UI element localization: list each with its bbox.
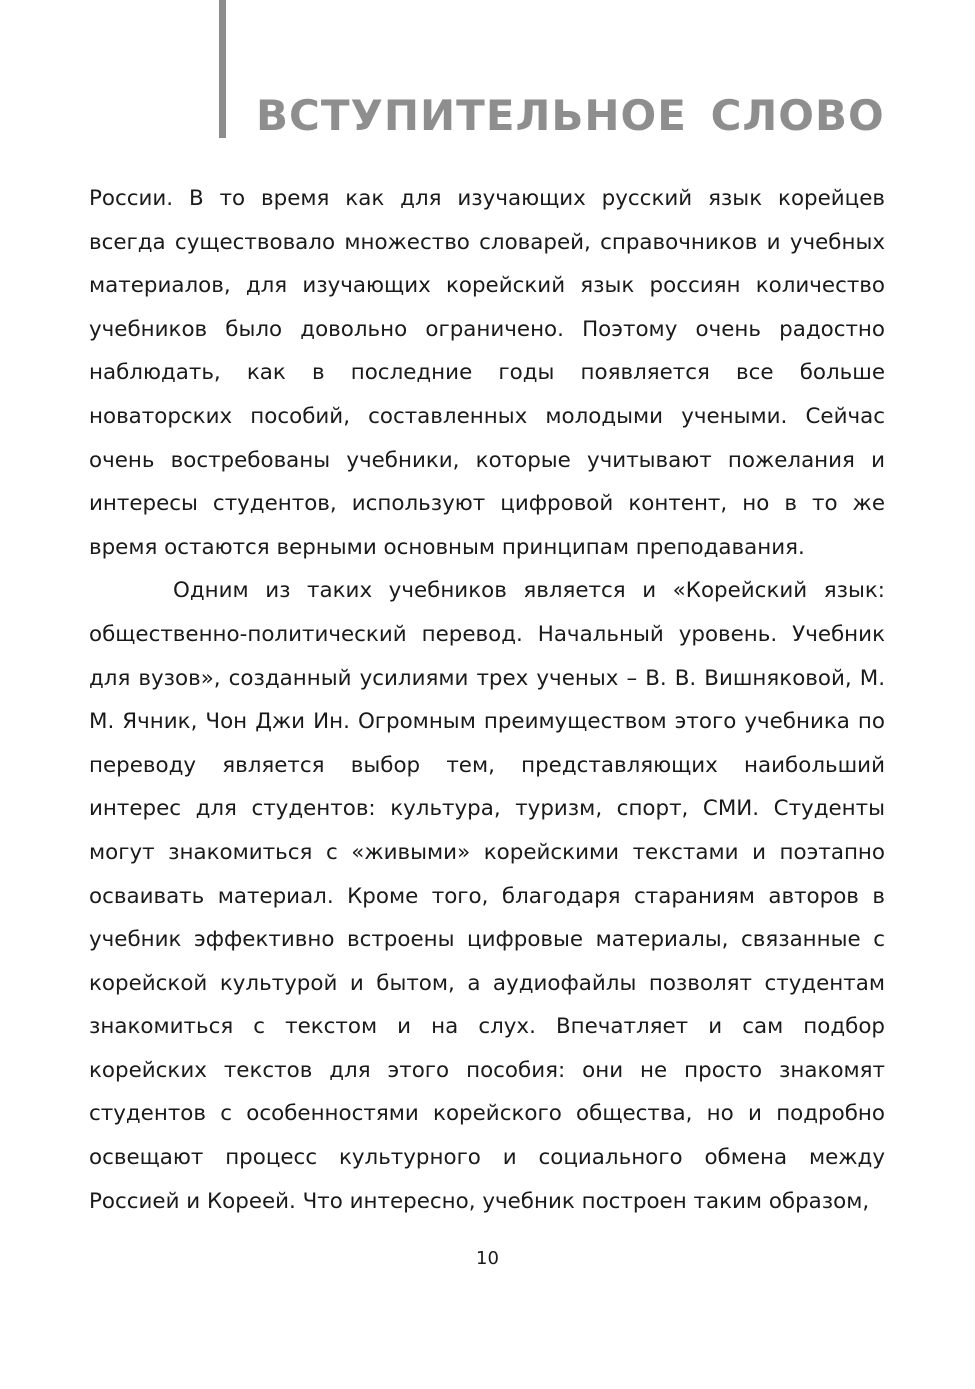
paragraph-textbook-description: Одним из таких учебников является и «Корейский язык: общественно-политический перевод. Начальный уровень. Учебник для вузов», созданный усилиями трех ученых – В. В. Вишняковой, М. М. Ячник, Чон Джи Ин. Огромным преимуществом этого учебника по переводу является выбор тем, представляющих наибольший интерес для студентов: культура, туризм, спорт, СМИ. Студенты могут знакомиться с «живыми» корейскими текстами и поэтапно осваивать материал. Кроме того, благодаря стараниям авторов в учебник эффективно встроены цифровые материалы, связанные с корейской культурой и бытом, а аудиофайлы позволят студентам знакомиться с текстом и на слух. Впечатляет и сам подбор корейских текстов для этого пособия: они не просто знакомят студентов с особенностями корейского общества, но и подробно освещают процесс культурного и социального обмена между Россией и Кореей. Что интересно, учебник построен таким образом,	[89, 578, 885, 1214]
body-text	[89, 177, 885, 1223]
paragraph-continuation: России. В то время как для изучающих русский язык корейцев всегда существовало множество словарей, справочников и учебных материалов, для изучающих корейский язык россиян количество учебников было довольно ограничено. Поэтому очень радостно наблюдать, как в последние годы появляется все больше новаторских пособий, составленных молодыми учеными. Сейчас очень востребованы учебники, которые учитывают пожелания и интересы студентов, используют цифровой контент, но в то же время остаются верными основным принципам преподавания.	[89, 186, 885, 560]
chapter-title: ВСТУПИТЕЛЬНОЕ СЛОВО	[256, 91, 885, 140]
title-accent-bar	[219, 0, 226, 138]
page-number: 10	[476, 1248, 499, 1269]
